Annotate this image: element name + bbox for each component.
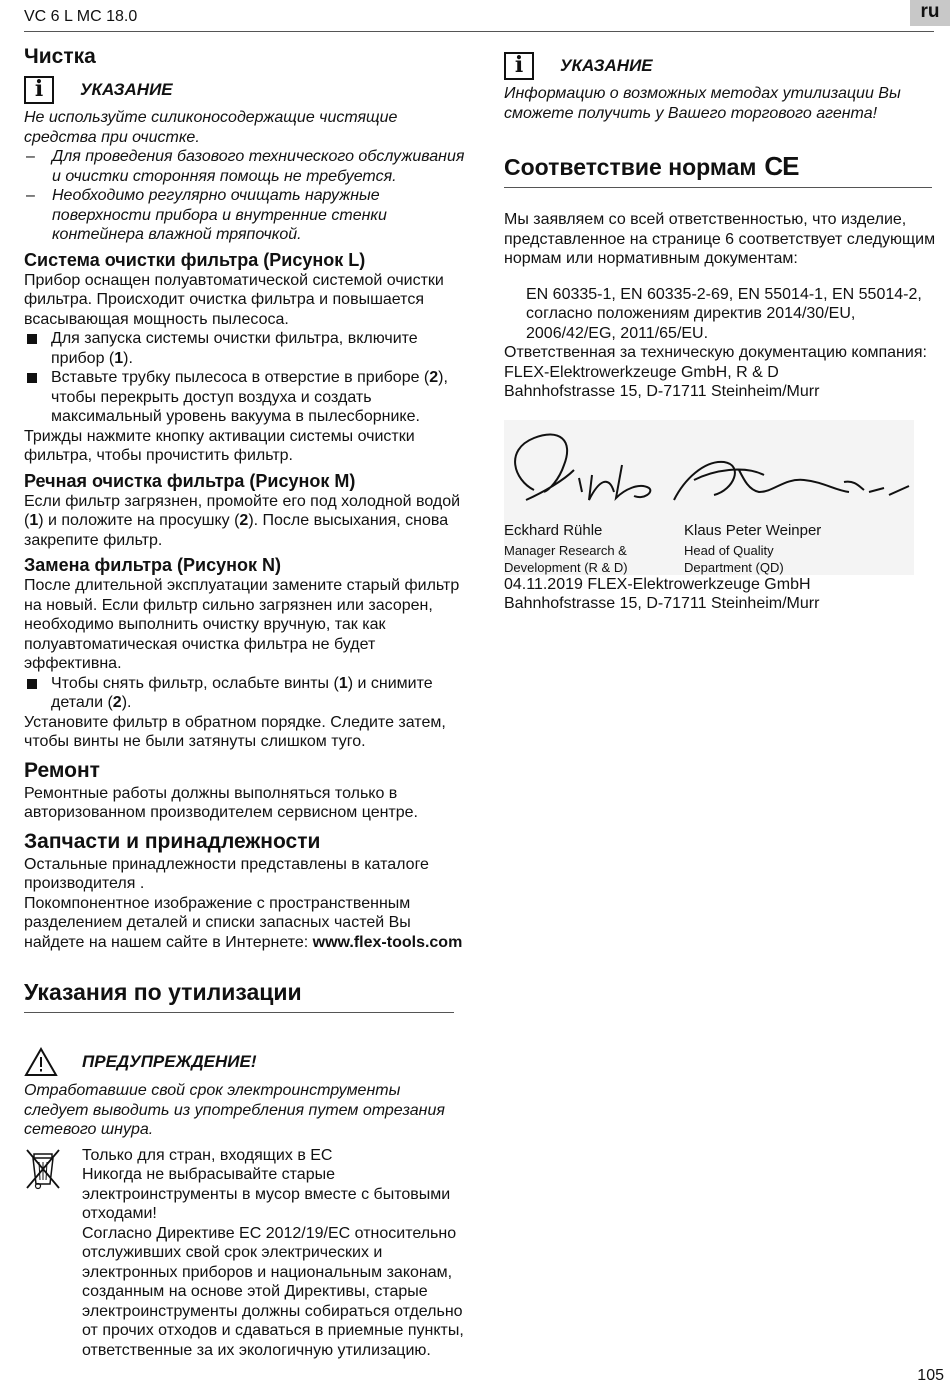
- website-link[interactable]: www.flex-tools.com: [312, 933, 463, 951]
- replace-filter-intro: После длительной эксплуатации замените старый фильтр на новый. Если фильтр сильно загрязнен или засорен, необходимо выполнить очистку вручную, так как полуавтоматическая очистка фильтра не будет эффективна.: [24, 577, 460, 672]
- weee-text-block: [82, 1146, 469, 1361]
- right-column: [504, 44, 944, 614]
- cleaning-note-text: Не используйте силиконосодержащие чистящие средства при очистке.: [24, 109, 398, 146]
- warning-header: [24, 1047, 469, 1077]
- bullet-square-icon: [27, 373, 37, 383]
- parts-heading: Запчасти и принадлежности: [24, 829, 321, 853]
- ce-mark-icon: CE: [764, 151, 799, 182]
- bullet-item: Вставьте трубку пылесоса в отверстие в приборе (2), чтобы перекрыть доступ воздуха и создать максимальный уровень вакуума в пылесборнике.: [24, 368, 469, 427]
- company-text: FLEX-Elektrowerkzeuge GmbH, R & D: [504, 363, 779, 381]
- signer-1-name: Eckhard Rühle: [504, 521, 603, 539]
- header-model: VC 6 L MC 18.0: [24, 8, 138, 25]
- handwritten-signatures: [504, 420, 914, 520]
- filter-system-outro: Трижды нажмите кнопку активации системы очистки фильтра, чтобы прочистить фильтр.: [24, 427, 415, 464]
- bullet-item: Для запуска системы очистки фильтра, включите прибор (1).: [24, 329, 469, 368]
- date-line: 04.11.2019 FLEX-Elektrowerkzeuge GmbH: [504, 575, 811, 593]
- note-title: УКАЗАНИЕ: [80, 80, 173, 100]
- disposal-heading: Указания по утилизации: [24, 979, 302, 1005]
- crossed-bin-icon: [24, 1146, 62, 1192]
- manual-clean-heading: Речная очистка фильтра (Рисунок M): [24, 470, 356, 491]
- disposal-note-header: [504, 52, 944, 80]
- disposal-note-text: Информацию о возможных методах утилизации Вы сможете получить у Вашего торгового агента!: [504, 85, 901, 122]
- warning-triangle-icon: [24, 1047, 58, 1077]
- parts-text: Остальные принадлежности представлены в каталоге производителя .: [24, 855, 429, 892]
- filter-system-heading: Система очистки фильтра (Рисунок L): [24, 249, 366, 270]
- cleaning-dash-item: – Для проведения базового технического обслуживания и очистки сторонняя помощь не требуется.: [24, 147, 469, 186]
- never-dispose-text: Никогда не выбрасывайте старые электроинструменты в мусор вместе с бытовыми отходами!: [82, 1166, 451, 1222]
- page-number: 105: [917, 1367, 944, 1384]
- info-icon: i: [504, 52, 534, 80]
- language-tab: ru: [910, 0, 950, 26]
- signer-1-role: Manager Research & Development (R & D): [504, 542, 628, 575]
- cleaning-note-header: [24, 76, 469, 104]
- section-divider: [504, 187, 932, 188]
- eu-only-text: Только для стран, входящих в ЕС: [82, 1146, 333, 1164]
- conformity-heading-row: [504, 153, 944, 181]
- warning-title: ПРЕДУПРЕЖДЕНИЕ!: [82, 1052, 257, 1072]
- bullet-square-icon: [27, 679, 37, 689]
- replace-filter-outro: Установите фильтр в обратном порядке. Следите затем, чтобы винты не были затянуты слишком туго.: [24, 713, 446, 750]
- cleaning-dash-item: – Необходимо регулярно очищать наружные поверхности прибора и внутренние стенки контейнера влажной тряпочкой.: [24, 186, 469, 245]
- note-title: УКАЗАНИЕ: [560, 56, 653, 76]
- cleaning-heading: Чистка: [24, 45, 96, 68]
- conformity-heading: Соответствие нормам: [504, 154, 757, 180]
- warning-text: Отработавшие свой срок электроинструменты следует выводить из употребления путем отрезания сетевого шнура.: [24, 1082, 445, 1138]
- repair-heading: Ремонт: [24, 758, 100, 782]
- repair-text: Ремонтные работы должны выполняться только в авторизованном производителем сервисном центре.: [24, 784, 418, 821]
- address-text-2: Bahnhofstrasse 15, D-71711 Steinheim/Murr: [504, 595, 820, 612]
- bullet-square-icon: [27, 334, 37, 344]
- bullet-item: Чтобы снять фильтр, ослабьте винты (1) и снимите детали (2).: [24, 674, 469, 713]
- signature-block: [504, 420, 914, 575]
- filter-system-intro: Прибор оснащен полуавтоматической системой очистки фильтра. Происходит очистка фильтра и повышается всасывающая мощность пылесоса.: [24, 271, 444, 328]
- manual-clean-text: Если фильтр загрязнен, промойте его под холодной водой (1) и положите на просушку (2). После высыхания, снова закрепите фильтр.: [24, 492, 461, 549]
- section-divider: [24, 1012, 454, 1013]
- signer-2-role: Head of Quality Department (QD): [684, 542, 784, 575]
- address-text: Bahnhofstrasse 15, D-71711 Steinheim/Murr: [504, 383, 820, 400]
- info-icon: i: [24, 76, 54, 104]
- responsible-text: Ответственная за техническую документацию компания:: [504, 344, 927, 361]
- replace-filter-heading: Замена фильтра (Рисунок N): [24, 555, 282, 575]
- directive-text: Согласно Директиве ЕС 2012/19/EC относительно отслуживших свой срок электрических и электронных приборов и национальным законам, созданным на основе этой Директивы, старые электроинструменты должны собираться отдельно от прочих отходов и сдаваться в приемные пункты, ответственные за их экологичную утилизацию.: [82, 1224, 464, 1359]
- left-column: [24, 44, 469, 1360]
- header-divider: [24, 31, 934, 32]
- parts-text-online: Покомпонентное изображение с пространственным разделением деталей и списки запасных частей Вы найдете на нашем сайте в Интернете: www.flex-tools.com: [24, 894, 463, 951]
- declaration-text: Мы заявляем со всей ответственностью, что изделие, представленное на странице 6 соответствует следующим нормам или нормативным документам:: [504, 211, 936, 267]
- weee-block: [24, 1146, 469, 1361]
- standards-text: EN 60335-1, EN 60335-2-69, EN 55014-1, EN 55014-2, согласно положениям директив 2014/30/EU, 2006/42/EG, 2011/65/EU.: [526, 285, 922, 342]
- signer-2-name: Klaus Peter Weinper: [684, 521, 822, 539]
